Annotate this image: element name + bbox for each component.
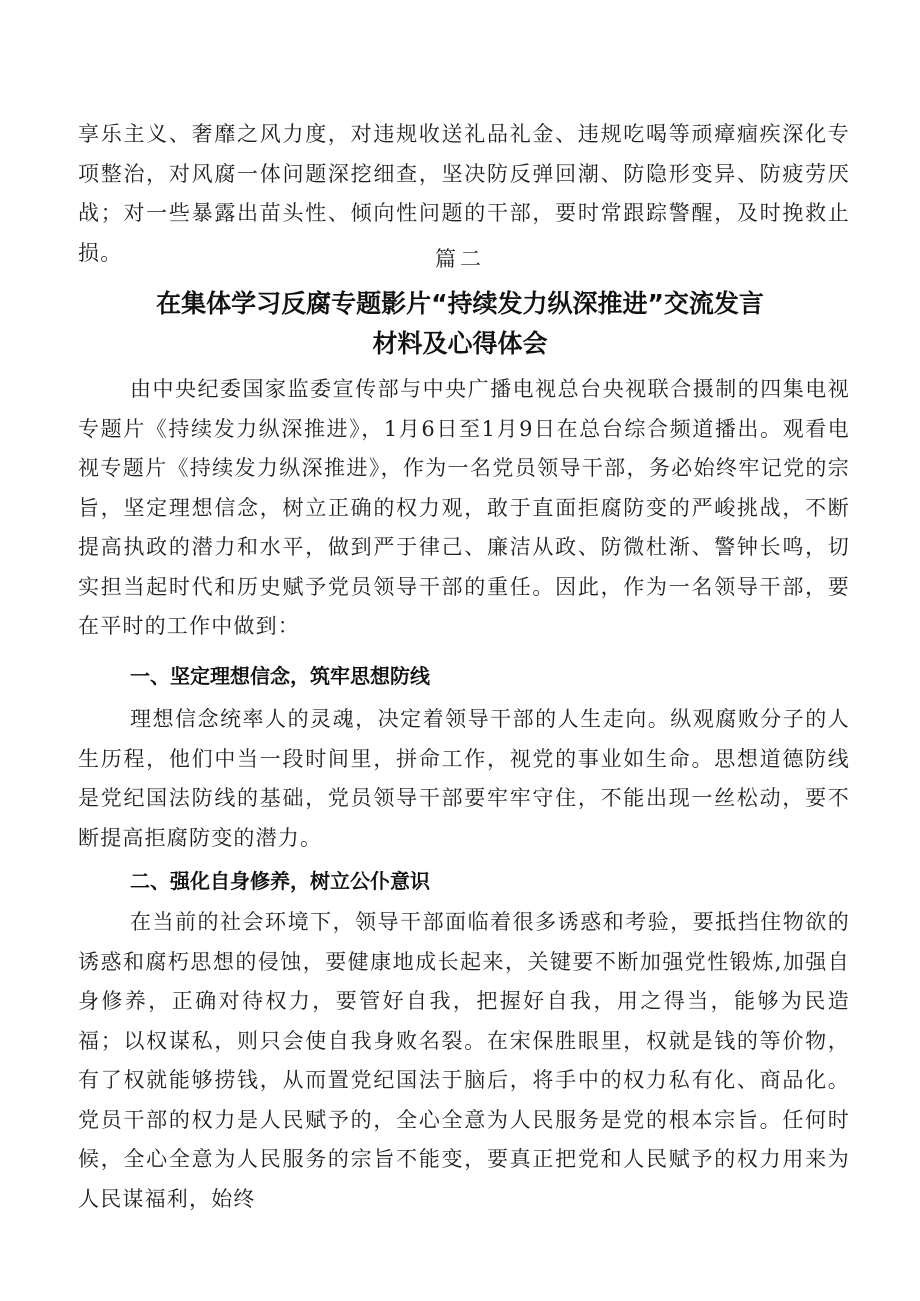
section-label: 篇二 — [435, 247, 485, 271]
document-title-line-2: 材料及心得体会 — [372, 329, 548, 358]
intro-paragraph: 享乐主义、奢靡之风力度，对违规收送礼品礼金、违规吃喝等顽瘴痼疾深化专项整治，对风腐一体问题深挖细查，坚决防反弹回潮、防隐形变异、防疲劳厌战；对一些暴露出苗头性、倾向性问题的干部，要时常跟踪警醒，及时挽救止损。 — [78, 122, 850, 265]
section-heading-1: 一、坚定理想信念，筑牢思想防线 — [130, 664, 430, 688]
section-heading-2: 二、强化自身修养，树立公仆意识 — [130, 869, 430, 893]
paragraph-self-cultivation: 在当前的社会环境下，领导干部面临着很多诱惑和考验，要抵挡住物欲的诱惑和腐朽思想的侵蚀，要健康地成长起来，关键要不断加强党性锻炼,加强自身修养，正确对待权力，要管好自我，把握好自我，用之得当，能够为民造福；以权谋私，则只会使自我身败名裂。在宋保胜眼里，权就是钱的等价物，有了权就能够捞钱，从而置党纪国法于脑后，将手中的权力私有化、商品化。党员干部的权力是人民赋予的，全心全意为人民服务是党的根本宗旨。任何时候，全心全意为人民服务的宗旨不能变，要真正把党和人民赋予的权力用来为人民谋福利，始终 — [78, 910, 850, 1211]
document-title-line-1: 在集体学习反腐专题影片“持续发力纵深推进”交流发言 — [156, 289, 764, 318]
paragraph-intro-statement: 由中央纪委国家监委宣传部与中央广播电视总台央视联合摄制的四集电视专题片《持续发力纵深推进》，1月6日至1月9日在总台综合频道播出。观看电视专题片《持续发力纵深推进》，作为一名党员领导干部，务必始终牢记党的宗旨，坚定理想信念，树立正确的权力观，敢于直面拒腐防变的严峻挑战，不断提高执政的潜力和水平，做到严于律己、廉洁从政、防微杜渐、警钟长鸣，切实担当起时代和历史赋予党员领导干部的重任。因此，作为一名领导干部，要在平时的工作中做到： — [78, 377, 850, 638]
paragraph-ideals: 理想信念统率人的灵魂，决定着领导干部的人生走向。纵观腐败分子的人生历程，他们中当一段时间里，拼命工作，视党的事业如生命。思想道德防线是党纪国法防线的基础，党员领导干部要牢牢守住，不能出现一丝松动，要不断提高拒腐防变的潜力。 — [78, 707, 850, 850]
